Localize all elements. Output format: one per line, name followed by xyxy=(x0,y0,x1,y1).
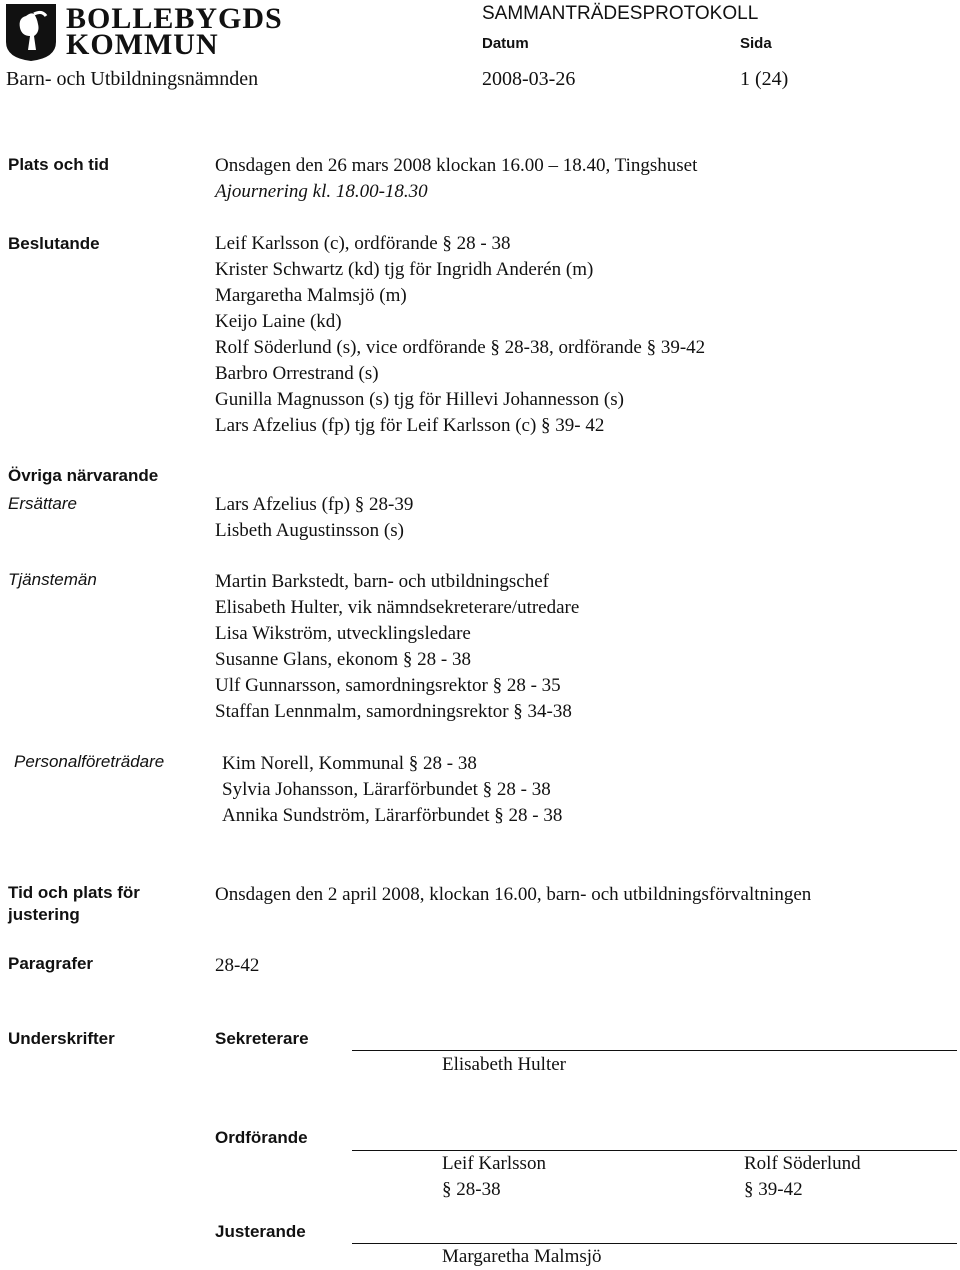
list-item: Lisa Wikström, utvecklingsledare xyxy=(215,623,471,644)
list-item: Keijo Laine (kd) xyxy=(215,311,342,332)
substitutes-list xyxy=(215,492,413,544)
list-item: Rolf Söderlund (s), vice ordförande § 28-38, ordförande § 39-42 xyxy=(215,337,706,358)
deciding-label: Beslutande xyxy=(8,234,100,253)
officials-list xyxy=(215,569,579,725)
others-label: Övriga närvarande xyxy=(8,466,159,485)
list-item: Ulf Gunnarsson, samordningsrektor § 28 - 35 xyxy=(215,675,561,696)
paragraphs-value: 28-42 xyxy=(215,955,260,976)
list-item: Margaretha Malmsjö (m) xyxy=(215,285,407,306)
list-item: Krister Schwartz (kd) tjg för Ingridh Anderén (m) xyxy=(215,259,594,280)
adjuster-name: Margaretha Malmsjö xyxy=(442,1246,602,1267)
list-item: Lars Afzelius (fp) § 28-39 xyxy=(215,494,414,515)
chair1-paragraphs: § 28-38 xyxy=(442,1179,501,1200)
staff-reps-label: Personalföreträdare xyxy=(14,752,165,771)
adjuster-label: Justerande xyxy=(215,1222,306,1241)
list-item: Kim Norell, Kommunal § 28 - 38 xyxy=(222,753,477,774)
officials-label: Tjänstemän xyxy=(8,570,97,589)
list-item: Annika Sundström, Lärarförbundet § 28 - 38 xyxy=(222,805,563,826)
adjournment-value: Ajournering kl. 18.00-18.30 xyxy=(215,181,428,202)
list-item: Leif Karlsson (c), ordförande § 28 - 38 xyxy=(215,233,511,254)
chair2-name: Rolf Söderlund xyxy=(744,1153,861,1174)
list-item: Staffan Lennmalm, samordningsrektor § 34-38 xyxy=(215,701,572,722)
adjustment-label-line1: Tid och plats för xyxy=(8,883,140,902)
list-item: Sylvia Johansson, Lärarförbundet § 28 - 38 xyxy=(222,779,551,800)
crest-icon xyxy=(4,2,58,62)
board-name: Barn- och Utbildningsnämnden xyxy=(6,68,259,90)
adjustment-label xyxy=(8,882,140,926)
list-item: Lars Afzelius (fp) tjg för Leif Karlsson (c) § 39- 42 xyxy=(215,415,605,436)
signatures-label: Underskrifter xyxy=(8,1029,115,1048)
list-item: Lisbeth Augustinsson (s) xyxy=(215,520,404,541)
document-type: SAMMANTRÄDESPROTOKOLL xyxy=(482,3,759,24)
page-label: Sida xyxy=(740,35,772,52)
page-number: 1 (24) xyxy=(740,68,789,90)
place-time-label: Plats och tid xyxy=(8,155,110,174)
secretary-name: Elisabeth Hulter xyxy=(442,1054,566,1075)
deciding-members xyxy=(215,231,705,439)
municipality-logo xyxy=(4,2,283,64)
list-item: Martin Barkstedt, barn- och utbildningschef xyxy=(215,571,550,592)
substitutes-label: Ersättare xyxy=(8,494,77,513)
logo-text-line1: BOLLEBYGDS xyxy=(66,2,283,35)
adjustment-label-line2: justering xyxy=(8,905,80,924)
paragraphs-label: Paragrafer xyxy=(8,954,94,973)
list-item: Barbro Orrestrand (s) xyxy=(215,363,379,384)
date-label: Datum xyxy=(482,35,529,52)
staff-reps-list xyxy=(222,751,562,829)
place-time-value: Onsdagen den 26 mars 2008 klockan 16.00 – 18.40, Tingshuset xyxy=(215,155,698,176)
list-item: Susanne Glans, ekonom § 28 - 38 xyxy=(215,649,471,670)
chair-label: Ordförande xyxy=(215,1128,308,1147)
list-item: Gunilla Magnusson (s) tjg för Hillevi Johannesson (s) xyxy=(215,389,624,410)
chair2-paragraphs: § 39-42 xyxy=(744,1179,803,1200)
adjustment-value: Onsdagen den 2 april 2008, klockan 16.00, barn- och utbildningsförvaltningen xyxy=(215,884,812,905)
list-item: Elisabeth Hulter, vik nämndsekreterare/utredare xyxy=(215,597,580,618)
secretary-label: Sekreterare xyxy=(215,1029,309,1048)
secretary-signature-line xyxy=(352,1050,957,1051)
logo-text-line2: KOMMUN xyxy=(66,28,219,61)
chair1-name: Leif Karlsson xyxy=(442,1153,546,1174)
meeting-date: 2008-03-26 xyxy=(482,68,576,90)
